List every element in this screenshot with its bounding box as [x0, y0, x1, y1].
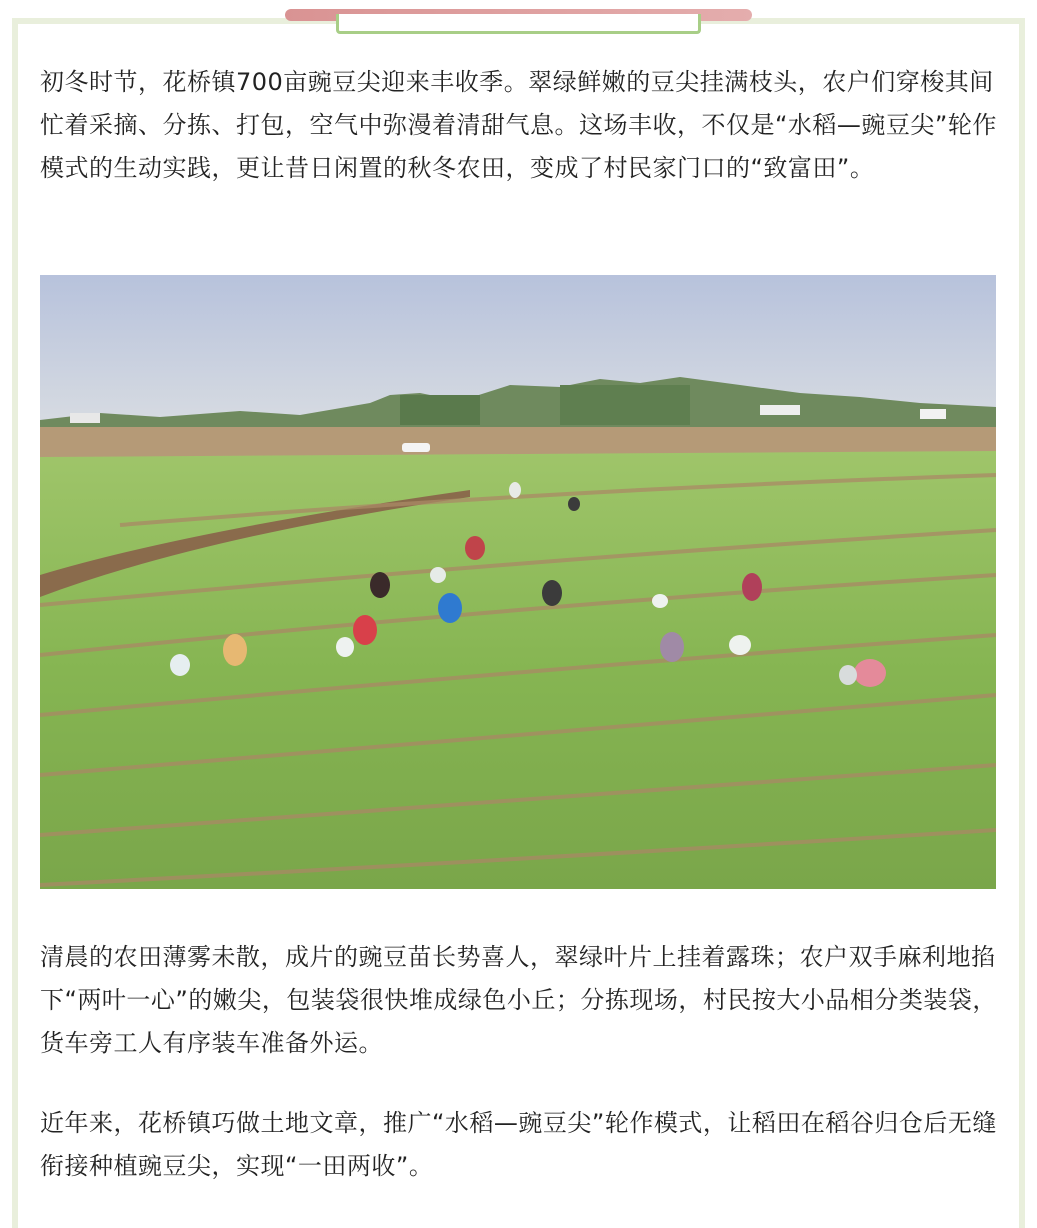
paragraph-morning: 清晨的农田薄雾未散，成片的豌豆苗长势喜人，翠绿叶片上挂着露珠；农户双手麻利地掐下“两叶一心”的嫩尖，包装袋很快堆成绿色小丘；分拣现场，村民按大小品相分类装袋，货车旁工人有序装车准备外运。 — [40, 943, 997, 1057]
paragraph-intro: 初冬时节，花桥镇700亩豌豆尖迎来丰收季。翠绿鲜嫩的豆尖挂满枝头，农户们穿梭其间忙着采摘、分拣、打包，空气中弥漫着清甜气息。这场丰收，不仅是“水稻—豌豆尖”轮作模式的生动实践，更让昔日闲置的秋冬农田，变成了村民家门口的“致富田”。 — [40, 68, 997, 182]
paragraph-rotation: 近年来，花桥镇巧做土地文章，推广“水稻—豌豆尖”轮作模式，让稻田在稻谷归仓后无缝衔接种植豌豆尖，实现“一田两收”。 — [40, 1109, 997, 1180]
field-harvest-photo — [40, 275, 996, 889]
header-decoration-tab — [336, 14, 701, 34]
